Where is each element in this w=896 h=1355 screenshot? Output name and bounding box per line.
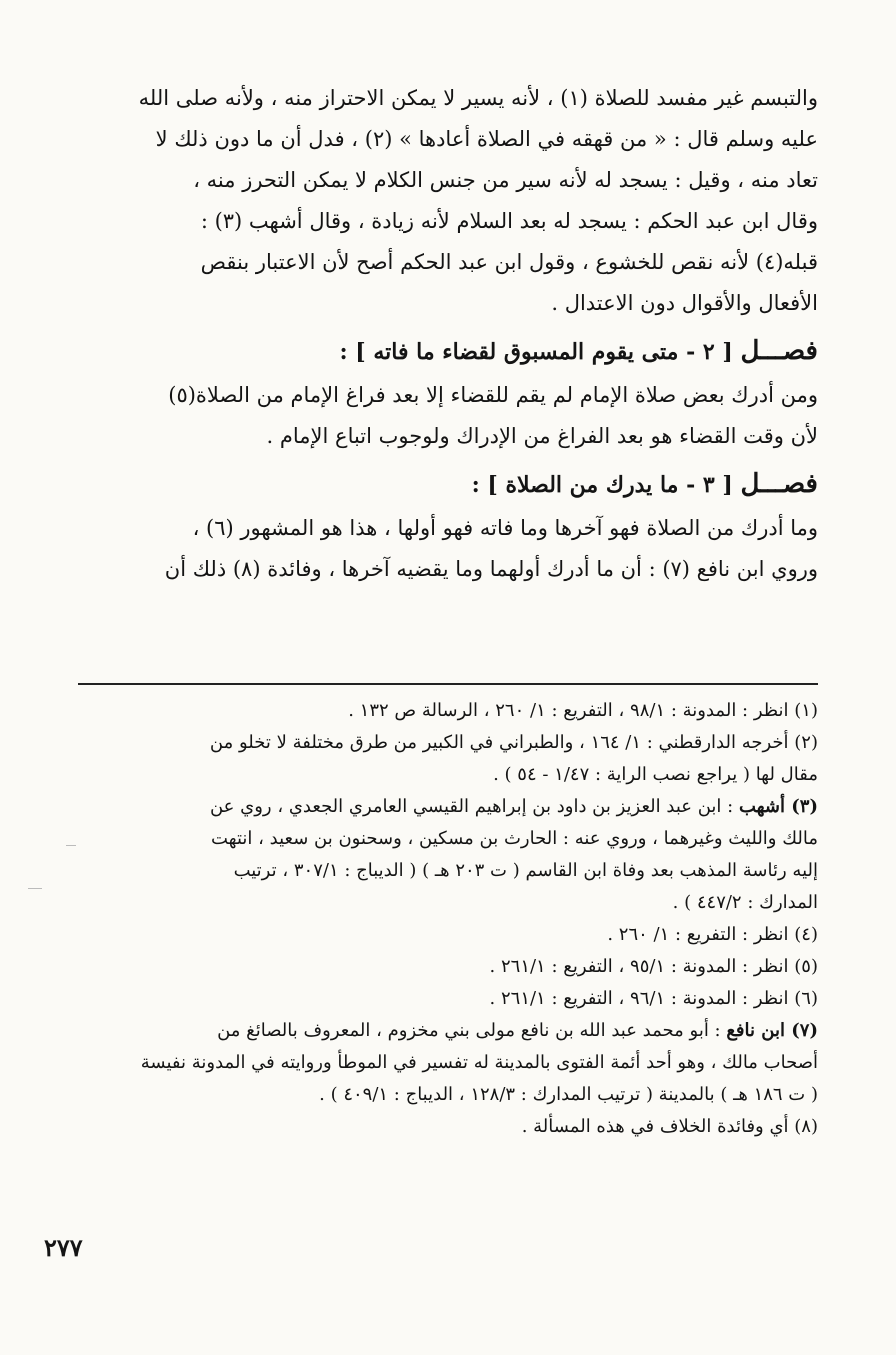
footnote-7-text: : أبو محمد عبد الله بن نافع مولى بني مخزوم ، المعروف بالصائغ من	[217, 1020, 727, 1041]
body-line: وقال ابن عبد الحكم : يسجد له بعد السلام لأنه زيادة ، وقال أشهب (٣) :	[200, 209, 818, 233]
body-line: لأن وقت القضاء هو بعد الفراغ من الإدراك ولوجوب اتباع الإمام .	[266, 424, 818, 448]
section-title: [ ٢ - متى يقوم المسبوق لقضاء ما فاته ] :	[339, 339, 733, 365]
footnote-6: (٦) انظر : المدونة : ٩٦/١ ، التفريع : ٢٦١/١ .	[489, 988, 818, 1009]
body-line: والتبسم غير مفسد للصلاة (١) ، لأنه يسير لا يمكن الاحتراز منه ، ولأنه صلى الله	[138, 86, 818, 110]
footnote-8: (٨) أي وفائدة الخلاف في هذه المسألة .	[521, 1116, 818, 1137]
footnote-3-line	[78, 791, 818, 823]
footnote-3-line: مالك والليث وغيرهما ، وروي عنه : الحارث بن مسكين ، وسحنون بن سعيد ، انتهت	[210, 828, 818, 849]
section-word: فصـــل	[740, 336, 818, 366]
footnotes	[78, 695, 818, 1143]
footnote-1: (١) انظر : المدونة : ٩٨/١ ، التفريع : ١/ ٢٦٠ ، الرسالة ص ١٣٢ .	[348, 700, 818, 721]
footnote-7-line: أصحاب مالك ، وهو أحد أئمة الفتوى بالمدينة له تفسير في الموطأ وروايته في المدونة نفيسة	[140, 1052, 818, 1073]
page-number: ٢٧٧	[44, 1233, 83, 1262]
body-line: قبله(٤) لأنه نقص للخشوع ، وقول ابن عبد الحكم أصح لأن الاعتبار بنقص	[200, 250, 818, 274]
main-text	[78, 78, 818, 590]
footnote-separator	[78, 683, 818, 685]
body-line: وروي ابن نافع (٧) : أن ما أدرك أولهما وما يقضيه آخرها ، وفائدة (٨) ذلك أن	[164, 557, 818, 581]
footnote-3-line: المدارك : ٤٤٧/٢ ) .	[672, 892, 818, 913]
body-line: عليه وسلم قال : « من قهقه في الصلاة أعادها » (٢) ، فدل أن ما دون ذلك لا	[155, 127, 818, 151]
body-line: ومن أدرك بعض صلاة الإمام لم يقم للقضاء إلا بعد فراغ الإمام من الصلاة(٥)	[168, 383, 818, 407]
body-line: وما أدرك من الصلاة فهو آخرها وما فاته فهو أولها ، هذا هو المشهور (٦) ،	[192, 516, 818, 540]
footnote-3-text: : ابن عبد العزيز بن داود بن إبراهيم القيسي العامري الجعدي ، روي عن	[209, 796, 739, 817]
section-heading-2	[78, 328, 818, 375]
footnote-7-line: ( ت ١٨٦ هـ ) بالمدينة ( ترتيب المدارك : ١٢٨/٣ ، الديباج : ٤٠٩/١ ) .	[319, 1084, 818, 1105]
footnote-4: (٤) انظر : التفريع : ١/ ٢٦٠ .	[607, 924, 818, 945]
section-title: [ ٣ - ما يدرك من الصلاة ] :	[471, 472, 733, 498]
footnote-7-line	[78, 1015, 818, 1047]
footnote-3-label: (٣) أشهب	[738, 796, 818, 817]
body-line: تعاد منه ، وقيل : يسجد له لأنه سير من جنس الكلام لا يمكن التحرز منه ،	[193, 168, 818, 192]
footnote-3-line: إليه رئاسة المذهب بعد وفاة ابن القاسم ( ت ٢٠٣ هـ ) ( الديباج : ٣٠٧/١ ، ترتيب	[233, 860, 818, 881]
footnote-5: (٥) انظر : المدونة : ٩٥/١ ، التفريع : ٢٦١/١ .	[489, 956, 818, 977]
footnote-7-label: (٧) ابن نافع	[726, 1020, 818, 1041]
scan-mark	[28, 888, 42, 889]
body-line: الأفعال والأقوال دون الاعتدال .	[551, 291, 818, 315]
scan-mark	[66, 845, 76, 846]
section-word: فصـــل	[740, 469, 818, 499]
footnote-2-line: مقال لها ( يراجع نصب الراية : ١/٤٧ - ٥٤ ) .	[493, 764, 818, 785]
footnote-2-line: (٢) أخرجه الدارقطني : ١/ ١٦٤ ، والطبراني في الكبير من طرق مختلفة لا تخلو من	[209, 732, 818, 753]
section-heading-3	[78, 461, 818, 508]
